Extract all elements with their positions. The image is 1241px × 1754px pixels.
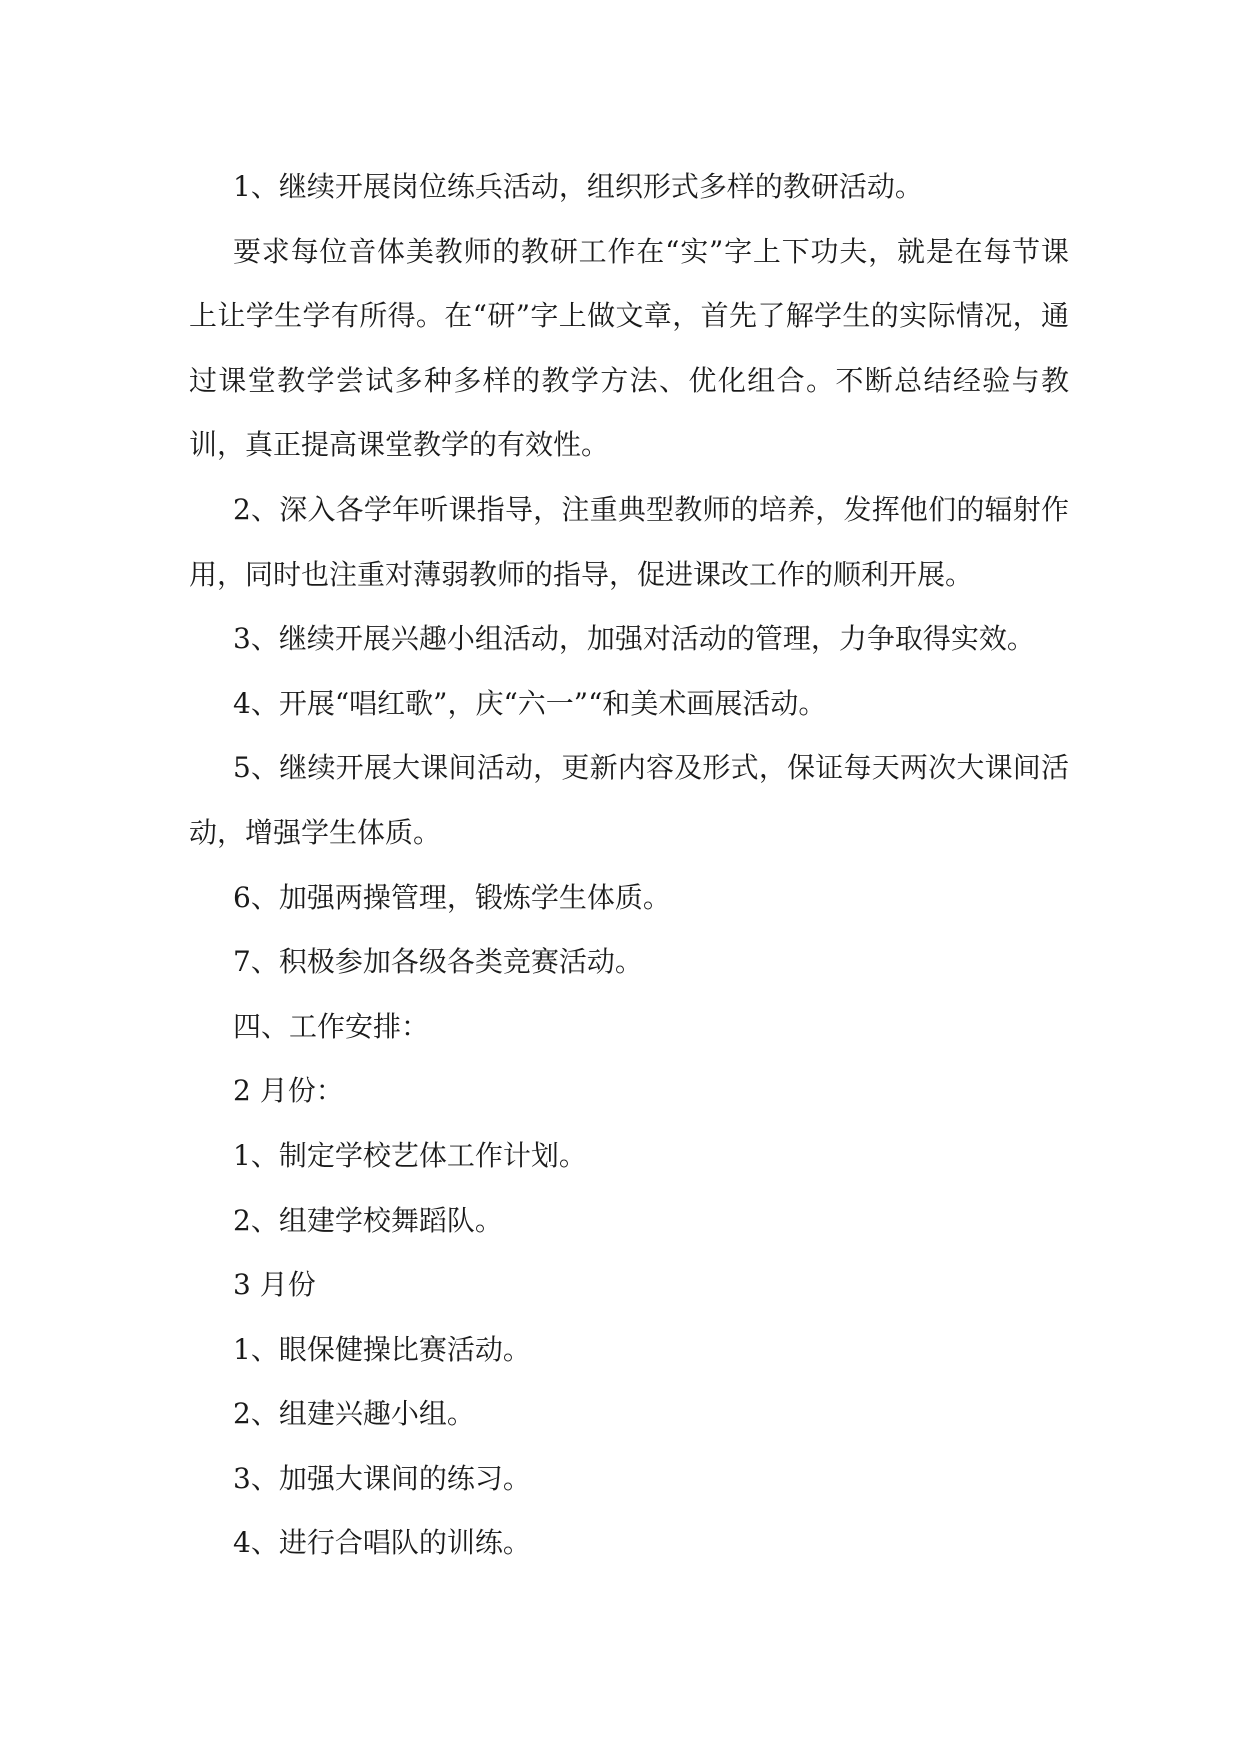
document-body bbox=[189, 155, 1069, 1576]
february-item-1: 1、制定学校艺体工作计划。 bbox=[233, 1138, 587, 1172]
month-heading-march: 3 月份 bbox=[233, 1268, 316, 1302]
paragraph-item-7: 7、积极参加各级各类竞赛活动。 bbox=[233, 945, 643, 979]
paragraph-item-4: 4、开展“唱红歌”，庆“六一”“和美术画展活动。 bbox=[233, 686, 827, 720]
month-heading-february: 2 月份： bbox=[233, 1074, 344, 1108]
march-item-3: 3、加强大课间的练习。 bbox=[233, 1461, 531, 1495]
paragraph-item-5: 5、继续开展大课间活动，更新内容及形式，保证每天两次大课间活动，增强学生体质。 bbox=[189, 751, 1069, 849]
paragraph-requirement: 要求每位音体美教师的教研工作在“实”字上下功夫，就是在每节课上让学生学有所得。在“研”字上做文章，首先了解学生的实际情况，通过课堂教学尝试多种多样的教学方法、优化组合。不断总结经验与教训，真正提高课堂教学的有效性。 bbox=[189, 234, 1069, 462]
paragraph-item-6: 6、加强两操管理，锻炼学生体质。 bbox=[233, 880, 671, 914]
march-item-2: 2、组建兴趣小组。 bbox=[233, 1397, 475, 1431]
march-item-4: 4、进行合唱队的训练。 bbox=[233, 1526, 531, 1560]
section-heading-schedule: 四、工作安排： bbox=[233, 1009, 430, 1043]
paragraph-item-3: 3、继续开展兴趣小组活动，加强对活动的管理，力争取得实效。 bbox=[233, 622, 1035, 656]
march-item-1: 1、眼保健操比赛活动。 bbox=[233, 1332, 531, 1366]
february-item-2: 2、组建学校舞蹈队。 bbox=[233, 1203, 503, 1237]
paragraph-item-2: 2、深入各学年听课指导，注重典型教师的培养，发挥他们的辐射作用，同时也注重对薄弱教师的指导，促进课改工作的顺利开展。 bbox=[189, 492, 1069, 591]
paragraph-item-1: 1、继续开展岗位练兵活动，组织形式多样的教研活动。 bbox=[233, 170, 923, 203]
